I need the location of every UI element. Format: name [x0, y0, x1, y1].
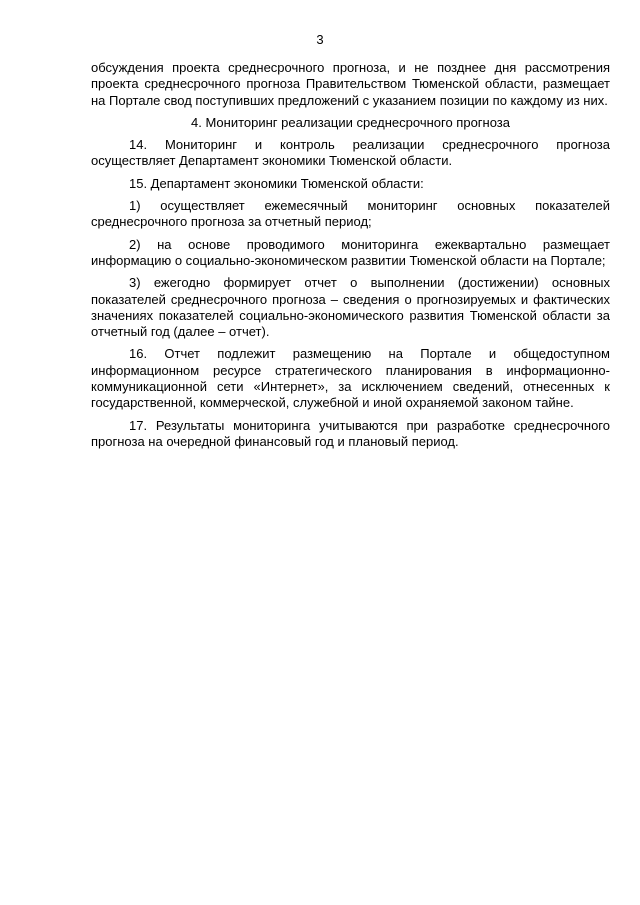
paragraph-16: 16. Отчет подлежит размещению на Портале и общедоступном информационном ресурсе стратегического планирования в информационно-коммуникационной сети «Интернет», за исключением сведений, отнесенных к государственной, коммерческой, служебной и иной охраняемой законом тайне.: [91, 346, 610, 411]
list-item-2: 2) на основе проводимого мониторинга ежеквартально размещает информацию о социально-экономическом развитии Тюменской области на Портале;: [91, 236, 610, 268]
paragraph-14: 14. Мониторинг и контроль реализации среднесрочного прогноза осуществляет Департамент экономики Тюменской области.: [91, 137, 610, 169]
paragraph-continuation: обсуждения проекта среднесрочного прогноза, и не позднее дня рассмотрения проекта среднесрочного прогноза Правительством Тюменской области, размещает на Портале свод поступивших предложений с указанием позиции по каждому из них.: [91, 60, 610, 108]
paragraph-17: 17. Результаты мониторинга учитываются при разработке среднесрочного прогноза на очередной финансовый год и плановый период.: [91, 417, 610, 449]
document-body: [91, 60, 610, 456]
section-heading: 4. Мониторинг реализации среднесрочного прогноза: [191, 114, 510, 130]
list-item-3: 3) ежегодно формирует отчет о выполнении (достижении) основных показателей среднесрочного прогноза – сведения о прогнозируемых и фактических значениях показателей социально-экономического развития Тюменской области за отчетный год (далее – отчет).: [91, 275, 610, 340]
list-item-1: 1) осуществляет ежемесячный мониторинг основных показателей среднесрочного прогноза за отчетный период;: [91, 198, 610, 230]
paragraph-15: 15. Департамент экономики Тюменской области:: [129, 175, 424, 191]
page-number: 3: [316, 32, 324, 47]
